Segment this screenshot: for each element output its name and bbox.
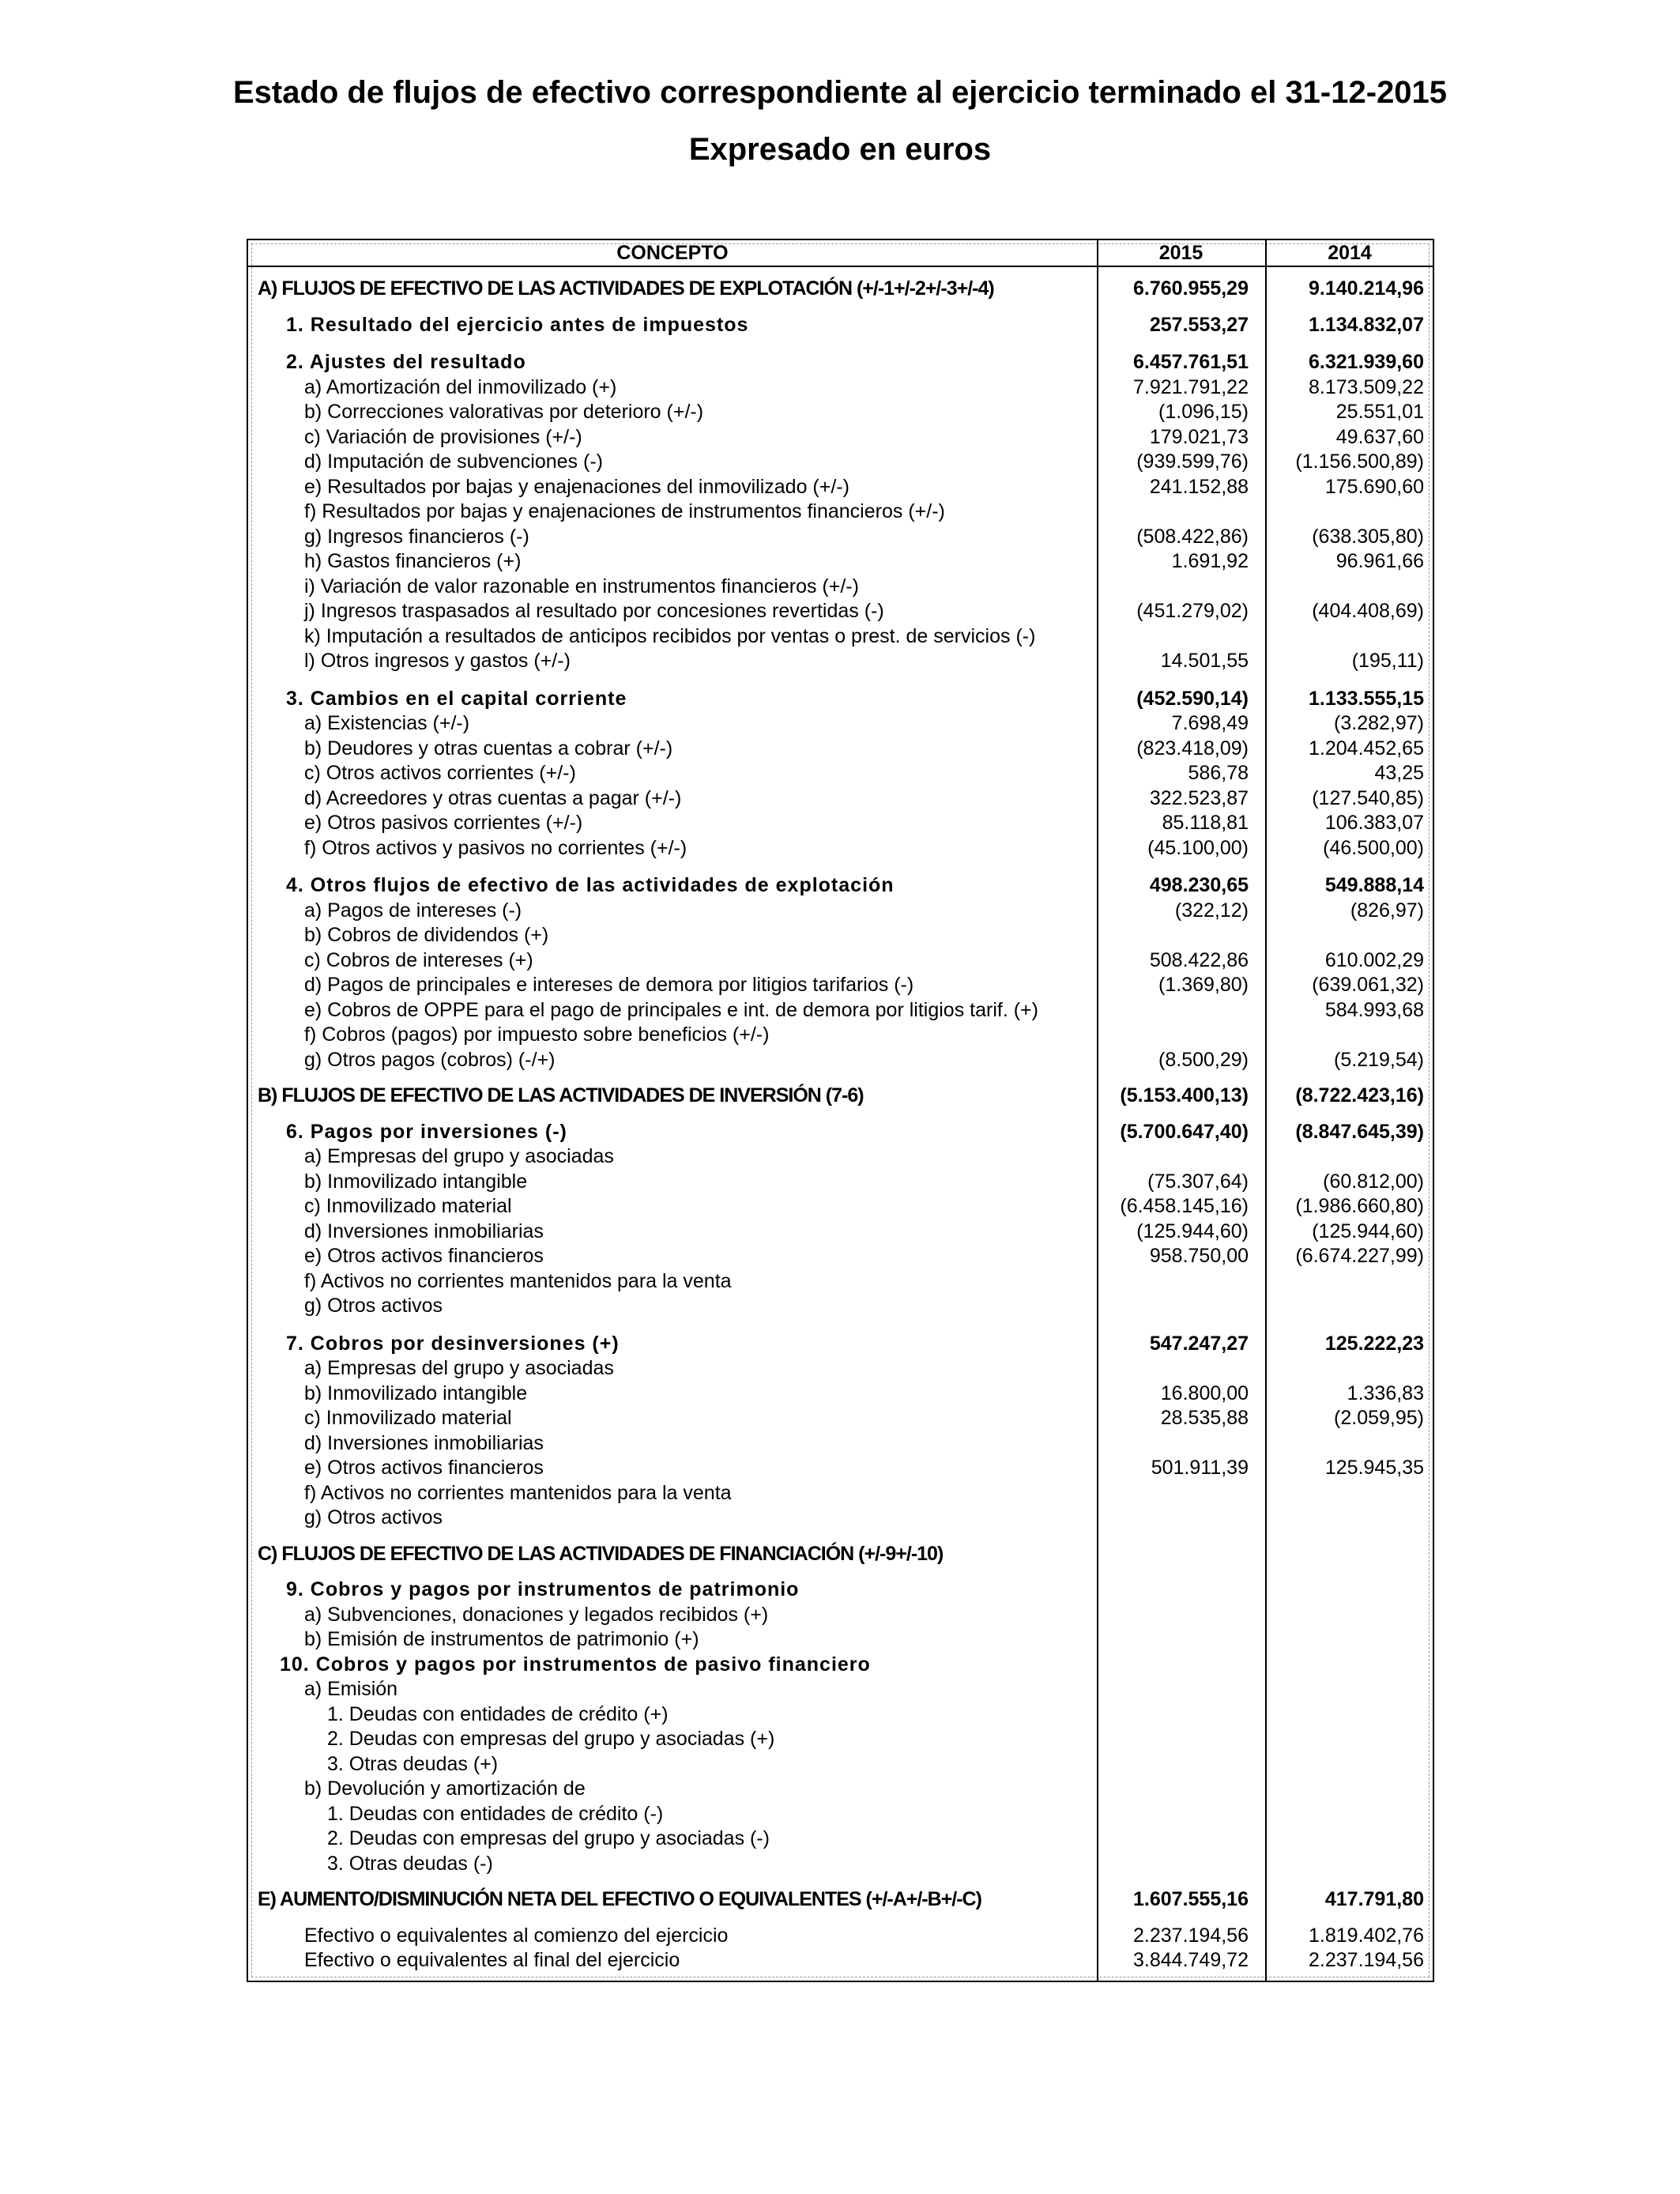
cash-flow-table	[247, 239, 1434, 1982]
value-2014: 43,25	[1374, 762, 1424, 784]
value-2014: (2.059,95)	[1334, 1407, 1424, 1429]
value-2015: 508.422,86	[1149, 948, 1249, 971]
table-row	[248, 1332, 1433, 1357]
row-label: a) Emisión	[304, 1678, 398, 1700]
value-2014: (8.722.423,16)	[1295, 1084, 1424, 1106]
row-label: 2. Deudas con empresas del grupo y asociadas (-)	[327, 1827, 770, 1849]
table-row	[248, 1578, 1433, 1603]
row-label: e) Otros activos financieros	[304, 1457, 544, 1479]
row-label: 1. Resultado del ejercicio antes de impuestos	[286, 313, 749, 336]
table-row	[248, 1777, 1433, 1802]
table-row	[248, 1948, 1433, 1973]
value-2015: 28.535,88	[1160, 1407, 1249, 1429]
row-label: 3. Otras deudas (+)	[327, 1752, 499, 1775]
table-row	[248, 761, 1433, 786]
value-2015: 2.237.194,56	[1133, 1924, 1249, 1947]
value-2014: 49.637,60	[1335, 425, 1424, 448]
value-2015: 7.698,49	[1171, 712, 1249, 734]
table-row	[248, 1048, 1433, 1073]
row-label: B) FLUJOS DE EFECTIVO DE LAS ACTIVIDADES DE INVERSIÓN (7-6)	[258, 1084, 864, 1106]
value-2014: 9.140.214,96	[1309, 277, 1424, 300]
value-2015: 257.553,27	[1149, 313, 1249, 336]
row-label: d) Acreedores y otras cuentas a pagar (+/-)	[304, 786, 682, 809]
row-label: 2. Ajustes del resultado	[286, 351, 526, 373]
value-2015: (823.418,09)	[1136, 737, 1249, 760]
value-2015: 7.921.791,22	[1133, 375, 1249, 398]
table-row	[248, 711, 1433, 737]
table-row	[248, 687, 1433, 712]
table-row	[248, 1852, 1433, 1877]
value-2015: (5.153.400,13)	[1120, 1084, 1249, 1106]
table-row	[248, 1924, 1433, 1949]
row-label: g) Otros activos	[304, 1506, 443, 1529]
row-label: d) Pagos de principales e intereses de demora por litigios tarifarios (-)	[304, 974, 914, 996]
value-2015: 498.230,65	[1149, 874, 1249, 896]
value-2015: 85.118,81	[1162, 812, 1249, 834]
value-2014: 106.383,07	[1324, 812, 1424, 834]
value-2014: 175.690,60	[1324, 475, 1424, 498]
row-label: 10. Cobros y pagos por instrumentos de pasivo financiero	[280, 1653, 871, 1676]
row-label: a) Existencias (+/-)	[304, 712, 470, 734]
table-row	[248, 350, 1433, 375]
table-row	[248, 277, 1433, 302]
table-row	[248, 973, 1433, 998]
value-2015: 6.760.955,29	[1133, 277, 1249, 300]
row-label: g) Ingresos financieros (-)	[304, 525, 529, 548]
table-row	[248, 923, 1433, 948]
table-row	[248, 737, 1433, 762]
row-label: a) Empresas del grupo y asociadas	[304, 1145, 614, 1167]
row-label: a) Pagos de intereses (-)	[304, 899, 522, 922]
value-2014: (1.156.500,89)	[1295, 450, 1424, 473]
table-row	[248, 649, 1433, 674]
row-label: g) Otros pagos (cobros) (-/+)	[304, 1048, 556, 1071]
value-2014: (195,11)	[1351, 650, 1424, 672]
row-label: e) Resultados por bajas y enajenaciones del inmovilizado (+/-)	[304, 475, 849, 498]
table-row	[248, 1481, 1433, 1506]
table-row	[248, 1653, 1433, 1678]
table-row	[248, 450, 1433, 475]
row-label: a) Subvenciones, donaciones y legados recibidos (+)	[304, 1603, 769, 1626]
value-2015: (5.700.647,40)	[1120, 1120, 1249, 1143]
value-2015: 322.523,87	[1149, 786, 1249, 809]
value-2014: 1.819.402,76	[1309, 1924, 1424, 1947]
row-label: 7. Cobros por desinversiones (+)	[286, 1332, 620, 1355]
page-subtitle: Expresado en euros	[688, 132, 992, 167]
value-2015: 14.501,55	[1160, 650, 1249, 672]
row-label: 3. Otras deudas (-)	[327, 1852, 493, 1875]
value-2015: (451.279,02)	[1136, 600, 1249, 622]
row-label: b) Inmovilizado intangible	[304, 1382, 528, 1404]
value-2015: 1.607.555,16	[1133, 1888, 1249, 1910]
row-label: b) Deudores y otras cuentas a cobrar (+/-)	[304, 737, 673, 760]
value-2014: 96.961,66	[1335, 550, 1424, 572]
table-row	[248, 1603, 1433, 1628]
row-label: d) Imputación de subvenciones (-)	[304, 450, 603, 473]
row-label: E) AUMENTO/DISMINUCIÓN NETA DEL EFECTIVO O EQUIVALENTES (+/-A+/-B+/-C)	[258, 1888, 981, 1910]
value-2015: 16.800,00	[1160, 1382, 1249, 1404]
row-label: 1. Deudas con entidades de crédito (+)	[327, 1702, 669, 1725]
table-row	[248, 1677, 1433, 1702]
value-2014: 1.336,83	[1347, 1382, 1424, 1404]
row-label: e) Otros pasivos corrientes (+/-)	[304, 812, 583, 834]
value-2014: 125.222,23	[1324, 1332, 1424, 1355]
row-label: e) Otros activos financieros	[304, 1245, 544, 1267]
table-row	[248, 1702, 1433, 1728]
table-row	[248, 899, 1433, 924]
table-row	[248, 313, 1433, 338]
table-row	[248, 1382, 1433, 1407]
value-2014: 1.204.452,65	[1309, 737, 1424, 760]
row-label: a) Amortización del inmovilizado (+)	[304, 375, 617, 398]
table-row	[248, 1269, 1433, 1295]
value-2014: (826,97)	[1350, 899, 1424, 922]
value-2014: 6.321.939,60	[1309, 351, 1424, 373]
value-2014: (8.847.645,39)	[1295, 1120, 1424, 1143]
row-label: l) Otros ingresos y gastos (+/-)	[304, 650, 571, 672]
table-row	[248, 400, 1433, 425]
value-2015: 958.750,00	[1149, 1245, 1249, 1267]
value-2015: (322,12)	[1174, 899, 1249, 922]
value-2015: (508.422,86)	[1136, 525, 1249, 548]
header-year-2015: 2015	[1158, 242, 1203, 264]
value-2014: 584.993,68	[1324, 998, 1424, 1021]
value-2014: 125.945,35	[1324, 1457, 1424, 1479]
table-row	[248, 475, 1433, 500]
row-label: d) Inversiones inmobiliarias	[304, 1431, 544, 1454]
row-label: c) Cobros de intereses (+)	[304, 948, 533, 971]
value-2015: 501.911,39	[1151, 1457, 1249, 1479]
table-row	[248, 786, 1433, 812]
table-header	[248, 240, 1433, 267]
row-label: 1. Deudas con entidades de crédito (-)	[327, 1802, 664, 1825]
row-label: b) Inmovilizado intangible	[304, 1170, 528, 1193]
table-body	[248, 266, 1433, 1973]
value-2015: 1.691,92	[1171, 550, 1249, 572]
value-2014: (638.305,80)	[1312, 525, 1424, 548]
table-row	[248, 998, 1433, 1023]
row-label: 4. Otros flujos de efectivo de las actividades de explotación	[286, 874, 895, 896]
value-2014: 549.888,14	[1324, 874, 1424, 896]
table-row	[248, 1084, 1433, 1109]
table-row	[248, 1431, 1433, 1457]
row-label: f) Activos no corrientes mantenidos para la venta	[304, 1269, 732, 1292]
row-label: Efectivo o equivalentes al final del ejercicio	[304, 1949, 680, 1971]
table-row	[248, 624, 1433, 650]
row-label: k) Imputación a resultados de anticipos recibidos por ventas o prest. de servicios (-)	[304, 624, 1036, 647]
row-label: a) Empresas del grupo y asociadas	[304, 1357, 614, 1379]
table-row	[248, 1887, 1433, 1913]
value-2014: (6.674.227,99)	[1295, 1245, 1424, 1267]
row-label: f) Resultados por bajas y enajenaciones de instrumentos financieros (+/-)	[304, 500, 945, 522]
table-row	[248, 1627, 1433, 1653]
table-row	[248, 811, 1433, 836]
table-row	[248, 1194, 1433, 1220]
table-row	[248, 1244, 1433, 1269]
row-label: Efectivo o equivalentes al comienzo del ejercicio	[304, 1924, 729, 1947]
table-row	[248, 873, 1433, 899]
table-row	[248, 1120, 1433, 1145]
row-label: c) Inmovilizado material	[304, 1407, 512, 1429]
page-title: Estado de flujos de efectivo correspondiente al ejercicio terminado el 31-12-2015	[232, 75, 1448, 110]
row-label: f) Cobros (pagos) por impuesto sobre beneficios (+/-)	[304, 1023, 770, 1046]
row-label: b) Cobros de dividendos (+)	[304, 924, 549, 946]
table-row	[248, 1802, 1433, 1827]
row-label: b) Emisión de instrumentos de patrimonio (+)	[304, 1628, 699, 1650]
value-2015: (8.500,29)	[1158, 1048, 1249, 1071]
value-2014: (46.500,00)	[1323, 836, 1424, 859]
table-row	[248, 375, 1433, 401]
value-2014: 1.134.832,07	[1309, 313, 1424, 336]
row-label: c) Otros activos corrientes (+/-)	[304, 762, 576, 784]
table-row	[248, 1752, 1433, 1777]
value-2014: (404.408,69)	[1312, 600, 1424, 622]
value-2015: 547.247,27	[1149, 1332, 1249, 1355]
value-2014: (5.219,54)	[1334, 1048, 1424, 1071]
table-row	[248, 836, 1433, 861]
row-label: c) Variación de provisiones (+/-)	[304, 425, 582, 448]
row-label: e) Cobros de OPPE para el pago de principales e int. de demora por litigios tarif. (+)	[304, 998, 1038, 1021]
row-label: b) Devolución y amortización de	[304, 1777, 586, 1800]
value-2014: (127.540,85)	[1312, 786, 1424, 809]
table-row	[248, 1506, 1433, 1531]
row-label: f) Otros activos y pasivos no corrientes (+/-)	[304, 836, 687, 859]
table-row	[248, 1023, 1433, 1048]
table-row	[248, 1826, 1433, 1852]
row-label: g) Otros activos	[304, 1295, 443, 1317]
row-label: h) Gastos financieros (+)	[304, 550, 522, 572]
value-2014: (1.986.660,80)	[1295, 1195, 1424, 1217]
table-row	[248, 1220, 1433, 1245]
row-label: j) Ingresos traspasados al resultado por concesiones revertidas (-)	[304, 600, 884, 622]
table-row	[248, 599, 1433, 624]
value-2015: (6.458.145,16)	[1120, 1195, 1249, 1217]
table-row	[248, 575, 1433, 600]
row-label: 6. Pagos por inversiones (-)	[286, 1120, 567, 1143]
value-2015: (939.599,76)	[1136, 450, 1249, 473]
value-2015: 3.844.749,72	[1133, 1949, 1249, 1971]
header-concept: CONCEPTO	[616, 242, 729, 264]
value-2014: 1.133.555,15	[1309, 687, 1424, 710]
table-row	[248, 1144, 1433, 1170]
table-row	[248, 1727, 1433, 1752]
value-2015: (452.590,14)	[1136, 687, 1249, 710]
table-row	[248, 948, 1433, 974]
table-row	[248, 499, 1433, 525]
value-2014: (125.944,60)	[1312, 1220, 1424, 1242]
value-2014: (639.061,32)	[1312, 974, 1424, 996]
header-year-2014: 2014	[1328, 242, 1372, 264]
row-label: b) Correcciones valorativas por deterioro (+/-)	[304, 401, 704, 423]
table-row	[248, 1406, 1433, 1431]
row-label: c) Inmovilizado material	[304, 1195, 512, 1217]
row-label: 2. Deudas con empresas del grupo y asociadas (+)	[327, 1728, 775, 1750]
value-2015: (1.096,15)	[1158, 401, 1249, 423]
value-2015: (1.369,80)	[1158, 974, 1249, 996]
table-row	[248, 549, 1433, 575]
row-label: C) FLUJOS DE EFECTIVO DE LAS ACTIVIDADES DE FINANCIACIÓN (+/-9+/-10)	[258, 1542, 944, 1565]
value-2015: 6.457.761,51	[1133, 351, 1249, 373]
row-label: f) Activos no corrientes mantenidos para la venta	[304, 1481, 732, 1504]
row-label: A) FLUJOS DE EFECTIVO DE LAS ACTIVIDADES DE EXPLOTACIÓN (+/-1+/-2+/-3+/-4)	[258, 277, 994, 300]
value-2015: (125.944,60)	[1136, 1220, 1249, 1242]
row-label: 3. Cambios en el capital corriente	[286, 687, 627, 710]
value-2015: (45.100,00)	[1147, 836, 1249, 859]
value-2014: 610.002,29	[1324, 948, 1424, 971]
value-2014: 417.791,80	[1324, 1888, 1424, 1910]
value-2015: 179.021,73	[1149, 425, 1249, 448]
row-label: i) Variación de valor razonable en instrumentos financieros (+/-)	[304, 575, 859, 598]
value-2014: (60.812,00)	[1323, 1170, 1424, 1193]
table-row	[248, 525, 1433, 550]
value-2014: 8.173.509,22	[1309, 375, 1424, 398]
value-2015: 241.152,88	[1149, 475, 1249, 498]
value-2015: 586,78	[1188, 762, 1249, 784]
table-row	[248, 1170, 1433, 1195]
table-row	[248, 1456, 1433, 1481]
value-2015: (75.307,64)	[1147, 1170, 1249, 1193]
row-label: d) Inversiones inmobiliarias	[304, 1220, 544, 1242]
value-2014: 25.551,01	[1335, 401, 1424, 423]
table-row	[248, 425, 1433, 450]
table-row	[248, 1356, 1433, 1382]
value-2014: 2.237.194,56	[1309, 1949, 1424, 1971]
row-label: 9. Cobros y pagos por instrumentos de patrimonio	[286, 1578, 800, 1600]
value-2014: (3.282,97)	[1334, 712, 1424, 734]
table-row	[248, 1294, 1433, 1319]
table-row	[248, 1542, 1433, 1567]
